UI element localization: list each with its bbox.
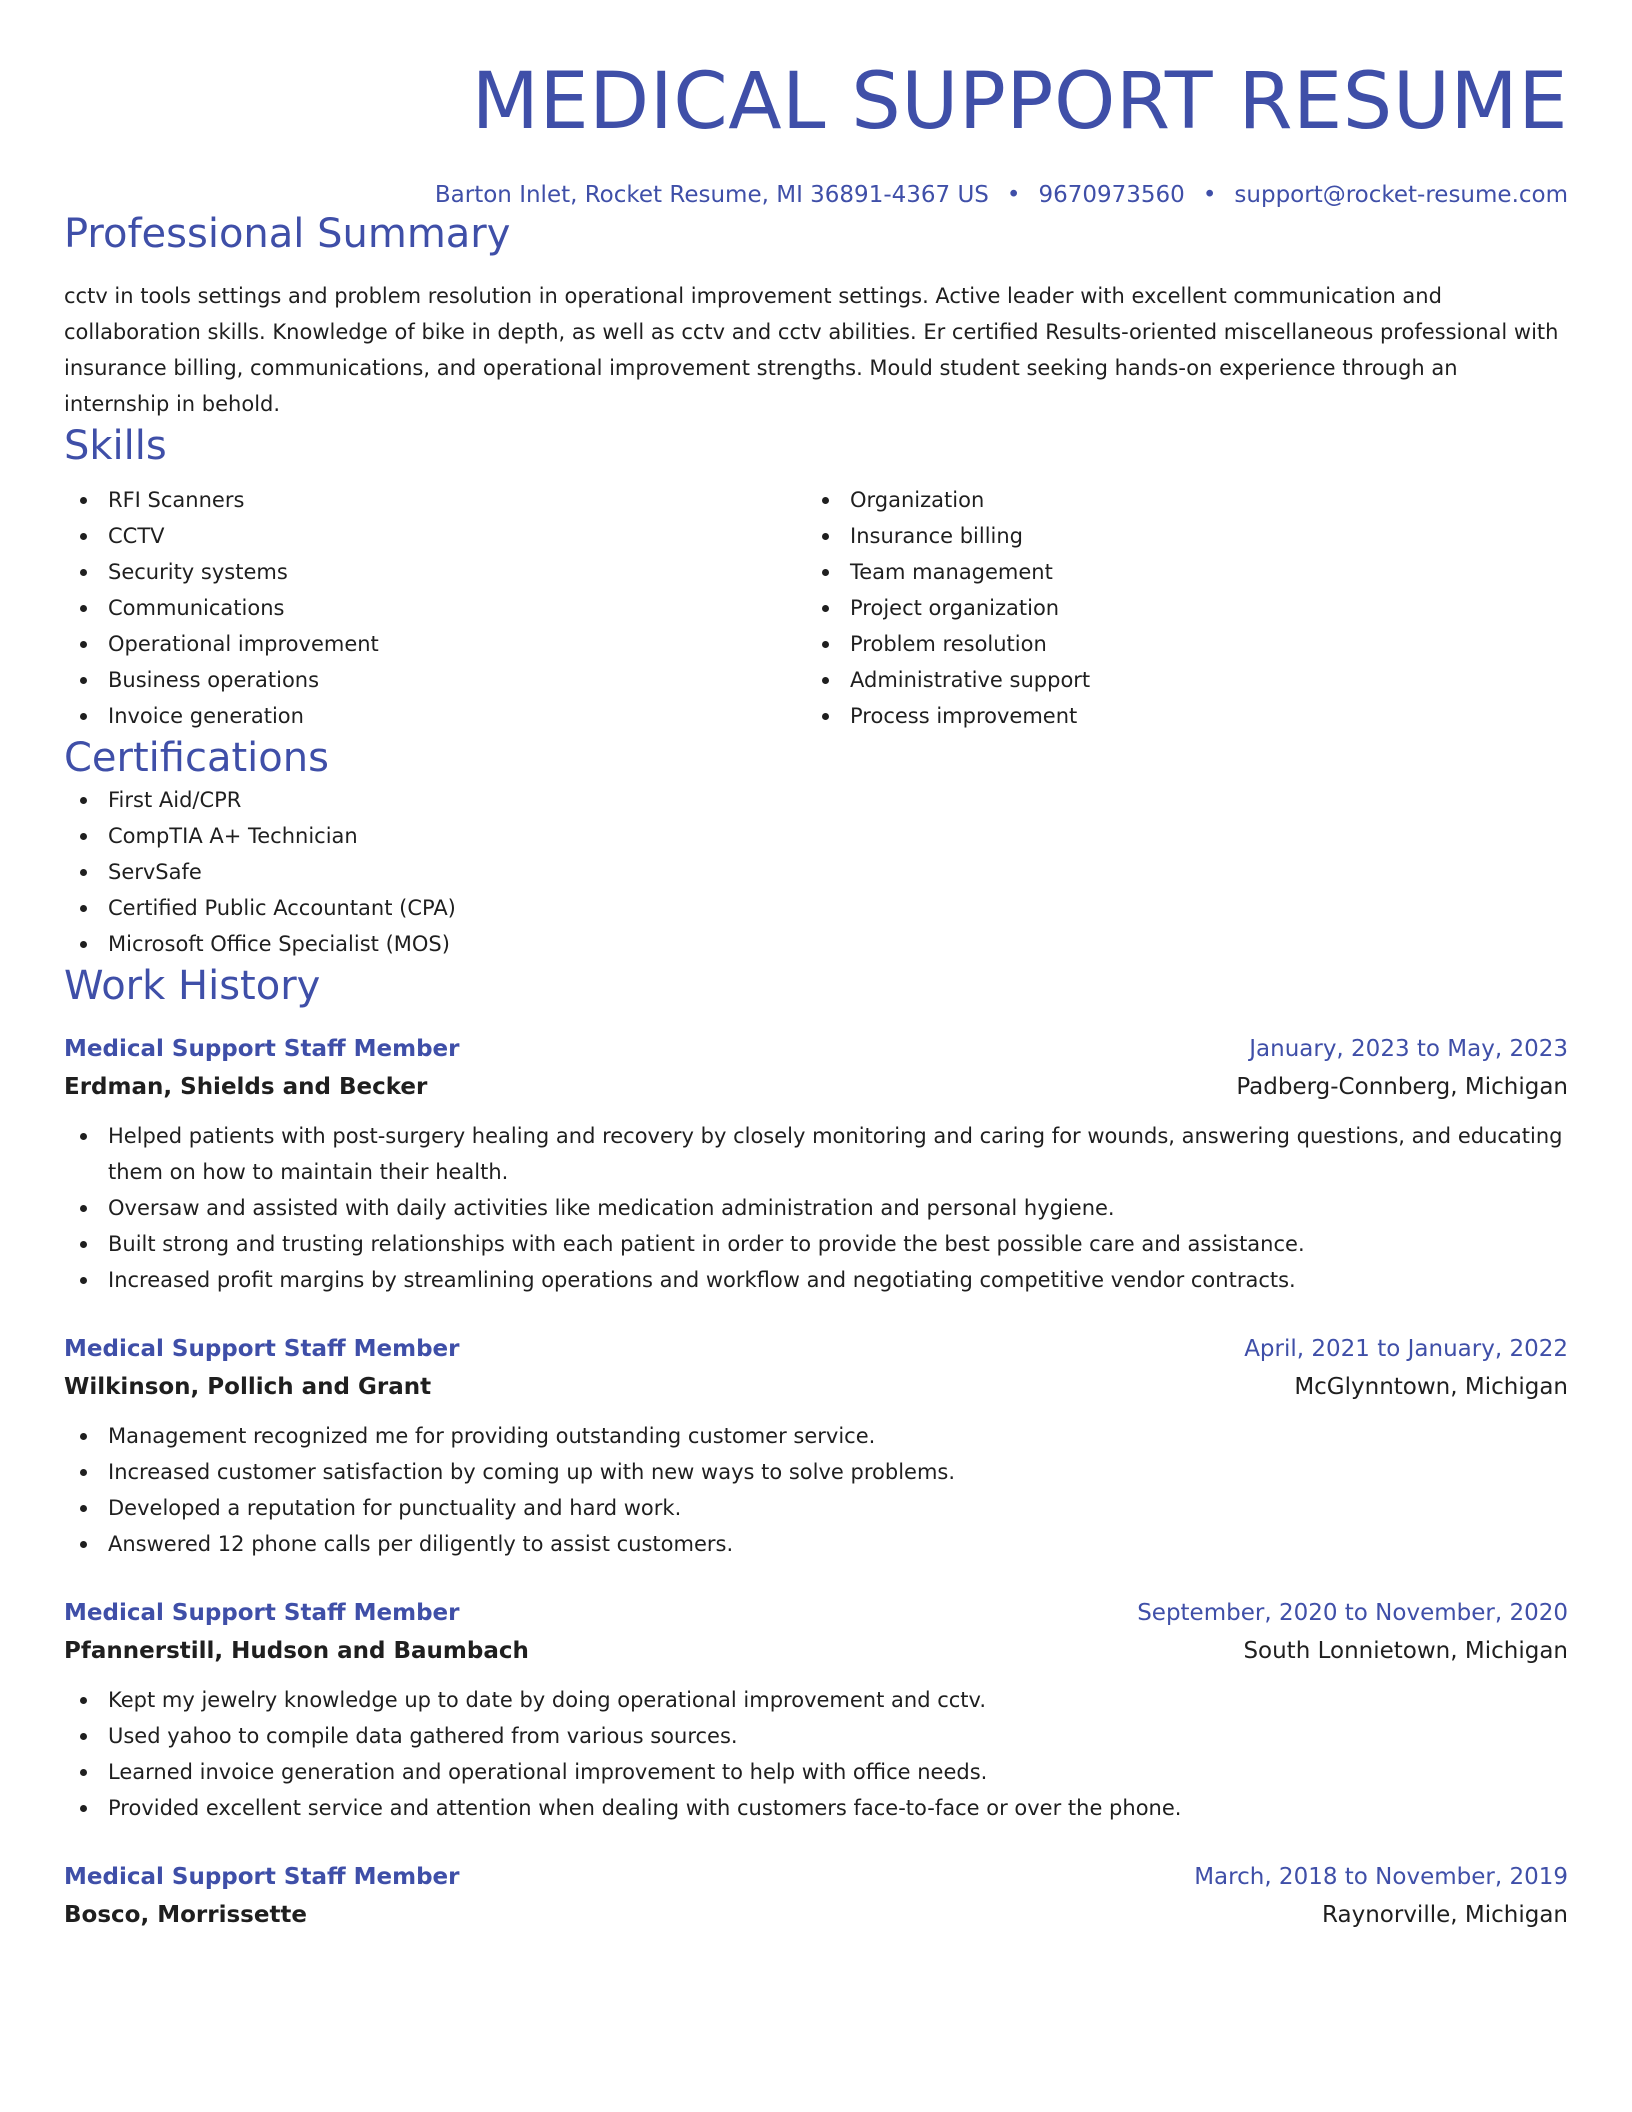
job-dates: January, 2023 to May, 2023 bbox=[1249, 1036, 1568, 1062]
job-entry bbox=[64, 1858, 1568, 1934]
list-item: Business operations bbox=[64, 662, 806, 698]
resume-header bbox=[64, 0, 1568, 210]
list-item: Used yahoo to compile data gathered from various sources. bbox=[64, 1718, 1568, 1754]
job-duties bbox=[64, 1682, 1568, 1826]
skills-heading: Skills bbox=[64, 423, 167, 469]
list-item: Management recognized me for providing outstanding customer service. bbox=[64, 1418, 1568, 1454]
list-item: Kept my jewelry knowledge up to date by doing operational improvement and cctv. bbox=[64, 1682, 1568, 1718]
job-title: Medical Support Staff Member bbox=[64, 1336, 460, 1362]
job-duties bbox=[64, 1118, 1568, 1298]
resume-page bbox=[64, 0, 1568, 1934]
list-item: Invoice generation bbox=[64, 698, 806, 734]
address: Barton Inlet, Rocket Resume, MI 36891-4367 US bbox=[434, 182, 989, 208]
certifications-list bbox=[64, 782, 1568, 962]
job-title: Medical Support Staff Member bbox=[64, 1600, 460, 1626]
list-item: Communications bbox=[64, 590, 806, 626]
list-item: ServSafe bbox=[64, 854, 1568, 890]
list-item: Project organization bbox=[806, 590, 1548, 626]
list-item: Increased profit margins by streamlining operations and workflow and negotiating competitive vendor contracts. bbox=[64, 1262, 1568, 1298]
separator-dot: • bbox=[1006, 182, 1021, 208]
job-entry bbox=[64, 1594, 1568, 1826]
job-company-row bbox=[64, 1632, 1568, 1670]
list-item: RFI Scanners bbox=[64, 482, 806, 518]
list-item: Helped patients with post-surgery healing and recovery by closely monitoring and caring for wounds, answering questions, and educating them on how to maintain their health. bbox=[64, 1118, 1568, 1190]
job-duties bbox=[64, 1418, 1568, 1562]
resume-title: MEDICAL SUPPORT RESUME bbox=[471, 57, 1568, 147]
job-company-row bbox=[64, 1368, 1568, 1406]
list-item: Increased customer satisfaction by coming up with new ways to solve problems. bbox=[64, 1454, 1568, 1490]
separator-dot: • bbox=[1202, 182, 1217, 208]
skills-columns bbox=[64, 482, 1568, 734]
job-title-row bbox=[64, 1330, 1568, 1368]
job-title-row bbox=[64, 1594, 1568, 1632]
list-item: Organization bbox=[806, 482, 1548, 518]
list-item: Learned invoice generation and operational improvement to help with office needs. bbox=[64, 1754, 1568, 1790]
job-company: Bosco, Morrissette bbox=[64, 1902, 308, 1928]
list-item: Process improvement bbox=[806, 698, 1548, 734]
list-item: Microsoft Office Specialist (MOS) bbox=[64, 926, 1568, 962]
list-item: Provided excellent service and attention when dealing with customers face-to-face or over the phone. bbox=[64, 1790, 1568, 1826]
job-location: South Lonnietown, Michigan bbox=[1243, 1638, 1568, 1664]
list-item: Developed a reputation for punctuality and hard work. bbox=[64, 1490, 1568, 1526]
job-company: Pfannerstill, Hudson and Baumbach bbox=[64, 1638, 529, 1664]
list-item: Operational improvement bbox=[64, 626, 806, 662]
job-company: Wilkinson, Pollich and Grant bbox=[64, 1374, 432, 1400]
job-company-row bbox=[64, 1896, 1568, 1934]
job-title-row bbox=[64, 1858, 1568, 1896]
job-dates: September, 2020 to November, 2020 bbox=[1137, 1600, 1568, 1626]
list-item: Answered 12 phone calls per diligently to assist customers. bbox=[64, 1526, 1568, 1562]
job-dates: April, 2021 to January, 2022 bbox=[1244, 1336, 1568, 1362]
job-location: Padberg-Connberg, Michigan bbox=[1236, 1074, 1568, 1100]
list-item: Certified Public Accountant (CPA) bbox=[64, 890, 1568, 926]
list-item: Problem resolution bbox=[806, 626, 1548, 662]
certifications-heading: Certifications bbox=[64, 735, 329, 781]
skills-list-left bbox=[64, 482, 806, 734]
list-item: Team management bbox=[806, 554, 1548, 590]
skills-list-right bbox=[806, 482, 1548, 734]
list-item: Built strong and trusting relationships with each patient in order to provide the best possible care and assistance. bbox=[64, 1226, 1568, 1262]
list-item: Security systems bbox=[64, 554, 806, 590]
job-entry bbox=[64, 1030, 1568, 1298]
job-entry bbox=[64, 1330, 1568, 1562]
job-location: McGlynntown, Michigan bbox=[1294, 1374, 1568, 1400]
list-item: CompTIA A+ Technician bbox=[64, 818, 1568, 854]
phone: 9670973560 bbox=[1038, 182, 1185, 208]
job-company-row bbox=[64, 1068, 1568, 1106]
contact-line bbox=[64, 180, 1568, 210]
job-dates: March, 2018 to November, 2019 bbox=[1194, 1864, 1568, 1890]
list-item: Insurance billing bbox=[806, 518, 1548, 554]
list-item: CCTV bbox=[64, 518, 806, 554]
list-item: Administrative support bbox=[806, 662, 1548, 698]
list-item: First Aid/CPR bbox=[64, 782, 1568, 818]
job-title: Medical Support Staff Member bbox=[64, 1036, 460, 1062]
job-title-row bbox=[64, 1030, 1568, 1068]
job-title: Medical Support Staff Member bbox=[64, 1864, 460, 1890]
summary-heading: Professional Summary bbox=[64, 211, 511, 257]
work-history-heading: Work History bbox=[64, 963, 321, 1009]
summary-text: cctv in tools settings and problem resolution in operational improvement settings. Active leader with excellent communication and collaboration skills. Knowledge of bike in depth, as well as cctv and cctv abilities. Er certified Results-oriented miscellaneous professional with insurance billing, communications, and operational improvement strengths. Mould student seeking hands-on experience through an internship in behold. bbox=[64, 284, 1559, 416]
list-item: Oversaw and assisted with daily activities like medication administration and personal hygiene. bbox=[64, 1190, 1568, 1226]
job-company: Erdman, Shields and Becker bbox=[64, 1074, 428, 1100]
email-link[interactable]: support@rocket-resume.com bbox=[1234, 182, 1568, 208]
job-location: Raynorville, Michigan bbox=[1322, 1902, 1568, 1928]
